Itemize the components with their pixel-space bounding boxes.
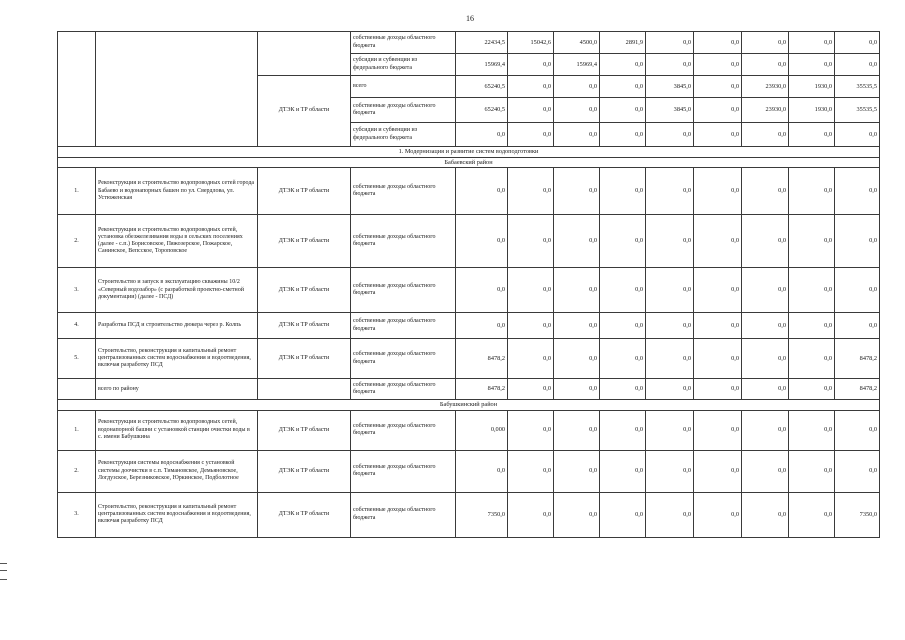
amount-cell: 0,0	[742, 215, 789, 268]
amount-cell: 0,0	[554, 76, 600, 98]
amount-cell: 0,0	[742, 450, 789, 492]
item-title: Разработка ПСД и строительство дюкера через р. Колпь	[96, 313, 258, 339]
amount-cell: 0,0	[600, 268, 646, 313]
amount-cell: 0,0	[789, 54, 835, 76]
amount-cell: 0,0	[456, 450, 508, 492]
responsible-cell: ДТЭК и ТР области	[258, 268, 351, 313]
amount-cell: 0,0	[554, 268, 600, 313]
amount-cell: 0,0	[835, 168, 880, 215]
amount-cell: 0,0	[694, 76, 742, 98]
table-row	[58, 450, 880, 492]
amount-cell: 0,0	[554, 492, 600, 537]
table-row	[58, 339, 880, 379]
amount-cell: 0,0	[646, 123, 694, 147]
amount-cell: 0,0	[508, 492, 554, 537]
item-number: 3.	[58, 492, 96, 537]
table-row	[58, 410, 880, 450]
amount-cell: 0,0	[694, 168, 742, 215]
amount-cell: 8478,2	[835, 379, 880, 400]
amount-cell: 15969,4	[554, 54, 600, 76]
amount-cell: 0,0	[694, 123, 742, 147]
responsible-cell	[258, 32, 351, 76]
amount-cell: 8478,2	[456, 339, 508, 379]
source-cell: собственные доходы областного бюджета	[351, 32, 456, 54]
amount-cell: 0,0	[789, 410, 835, 450]
district-title: Бабушкинский район	[58, 400, 880, 411]
amount-cell: 0,0	[835, 32, 880, 54]
item-title: Реконструкция и строительство водопроводных сетей, водонапорной башни с установкой станции очистки воды в с. имени Бабушкина	[96, 410, 258, 450]
amount-cell: 0,0	[554, 450, 600, 492]
amount-cell: 0,0	[742, 410, 789, 450]
amount-cell: 0,0	[508, 379, 554, 400]
item-number	[58, 379, 96, 400]
section-title: 1. Модернизация и развитие систем водоподготовки	[58, 147, 880, 158]
amount-cell: 0,0	[694, 379, 742, 400]
amount-cell: 0,0	[742, 123, 789, 147]
table-row	[58, 492, 880, 537]
responsible-cell: ДТЭК и ТР области	[258, 450, 351, 492]
amount-cell: 0,0	[456, 123, 508, 147]
item-title: Реконструкция системы водоснабжения с установкой системы доочистки в с.п. Тимановское, Демьяновское, Логдузское, Березниковское, Юркинское, Подболотное	[96, 450, 258, 492]
title-cell	[96, 32, 258, 147]
responsible-cell	[258, 379, 351, 400]
amount-cell: 0,0	[742, 379, 789, 400]
table-row	[58, 215, 880, 268]
amount-cell: 0,0	[835, 123, 880, 147]
amount-cell: 3845,0	[646, 98, 694, 123]
amount-cell: 0,0	[789, 379, 835, 400]
amount-cell: 0,0	[646, 54, 694, 76]
amount-cell: 35535,5	[835, 98, 880, 123]
amount-cell: 0,0	[694, 98, 742, 123]
source-cell: собственные доходы областного бюджета	[351, 379, 456, 400]
district-row	[58, 157, 880, 168]
amount-cell: 0,0	[646, 450, 694, 492]
table-row	[58, 32, 880, 54]
responsible-cell: ДТЭК и ТР области	[258, 168, 351, 215]
responsible-cell: ДТЭК и ТР области	[258, 215, 351, 268]
amount-cell: 0,0	[694, 492, 742, 537]
amount-cell: 0,0	[508, 339, 554, 379]
binding-mark	[0, 563, 7, 580]
amount-cell: 0,0	[508, 215, 554, 268]
amount-cell: 0,0	[554, 215, 600, 268]
amount-cell: 0,0	[508, 410, 554, 450]
source-cell: субсидии и субвенции из федерального бюджета	[351, 54, 456, 76]
amount-cell: 15969,4	[456, 54, 508, 76]
amount-cell: 0,0	[646, 268, 694, 313]
item-number: 5.	[58, 339, 96, 379]
amount-cell: 0,0	[508, 76, 554, 98]
source-cell: всего	[351, 76, 456, 98]
source-cell: собственные доходы областного бюджета	[351, 215, 456, 268]
amount-cell: 0,0	[646, 410, 694, 450]
amount-cell: 0,0	[554, 379, 600, 400]
source-cell: собственные доходы областного бюджета	[351, 339, 456, 379]
responsible-cell: ДТЭК и ТР области	[258, 492, 351, 537]
amount-cell: 0,0	[600, 168, 646, 215]
item-number: 1.	[58, 168, 96, 215]
amount-cell: 0,0	[600, 76, 646, 98]
amount-cell: 0,0	[789, 268, 835, 313]
amount-cell: 0,0	[600, 98, 646, 123]
amount-cell: 0,0	[456, 168, 508, 215]
source-cell: собственные доходы областного бюджета	[351, 98, 456, 123]
amount-cell: 1930,0	[789, 98, 835, 123]
amount-cell: 8478,2	[456, 379, 508, 400]
item-title: Строительство, реконструкция и капитальный ремонт централизованных систем водоснабжения и водоотведения, включая разработку ПСД	[96, 339, 258, 379]
amount-cell: 0,0	[554, 98, 600, 123]
amount-cell: 0,0	[694, 313, 742, 339]
amount-cell: 0,0	[742, 168, 789, 215]
item-number: 3.	[58, 268, 96, 313]
amount-cell: 0,0	[835, 215, 880, 268]
amount-cell: 0,0	[835, 410, 880, 450]
responsible-cell: ДТЭК и ТР области	[258, 313, 351, 339]
amount-cell: 0,0	[694, 32, 742, 54]
source-cell: собственные доходы областного бюджета	[351, 313, 456, 339]
amount-cell: 1930,0	[789, 76, 835, 98]
amount-cell: 0,0	[554, 168, 600, 215]
amount-cell: 0,0	[508, 168, 554, 215]
amount-cell: 0,0	[694, 339, 742, 379]
responsible-cell: ДТЭК и ТР области	[258, 76, 351, 147]
amount-cell: 65240,5	[456, 98, 508, 123]
amount-cell: 7350,0	[835, 492, 880, 537]
amount-cell: 0,0	[646, 379, 694, 400]
source-cell: собственные доходы областного бюджета	[351, 410, 456, 450]
amount-cell: 0,0	[835, 268, 880, 313]
amount-cell: 0,0	[600, 215, 646, 268]
amount-cell: 0,0	[508, 98, 554, 123]
total-label: всего по району	[96, 379, 258, 400]
table-row	[58, 268, 880, 313]
amount-cell: 15042,6	[508, 32, 554, 54]
amount-cell: 0,0	[646, 313, 694, 339]
amount-cell: 0,0	[600, 410, 646, 450]
amount-cell: 3845,0	[646, 76, 694, 98]
amount-cell: 0,0	[600, 492, 646, 537]
amount-cell: 0,0	[694, 54, 742, 76]
amount-cell: 0,0	[789, 450, 835, 492]
amount-cell: 0,0	[694, 215, 742, 268]
amount-cell: 0,0	[508, 268, 554, 313]
amount-cell: 0,0	[742, 339, 789, 379]
item-title: Реконструкция и строительство водопроводных сетей города Бабаево и водонапорных башен по ул. Свердлова, ул. Устюженская	[96, 168, 258, 215]
table-row	[58, 168, 880, 215]
amount-cell: 0,0	[646, 32, 694, 54]
item-number: 2.	[58, 450, 96, 492]
amount-cell: 0,0	[508, 450, 554, 492]
amount-cell: 0,0	[789, 168, 835, 215]
item-number: 1.	[58, 410, 96, 450]
amount-cell: 0,0	[600, 379, 646, 400]
amount-cell: 0,0	[789, 32, 835, 54]
amount-cell: 0,0	[456, 313, 508, 339]
amount-cell: 0,0	[646, 492, 694, 537]
item-title: Реконструкция и строительство водопроводных сетей, установка обезжелезивания воды в сельских поселениях (далее - с.п.) Борисовское, Пяжозерское, Пожарское, Санинское, Вепсское, Тороповское	[96, 215, 258, 268]
budget-table	[57, 31, 880, 538]
amount-cell: 0,0	[508, 123, 554, 147]
amount-cell: 0,0	[554, 313, 600, 339]
amount-cell: 0,0	[742, 313, 789, 339]
item-number: 2.	[58, 215, 96, 268]
amount-cell: 0,0	[789, 123, 835, 147]
amount-cell: 0,0	[508, 313, 554, 339]
page-number: 16	[466, 14, 474, 23]
responsible-cell: ДТЭК и ТР области	[258, 339, 351, 379]
source-cell: собственные доходы областного бюджета	[351, 450, 456, 492]
amount-cell: 0,0	[600, 450, 646, 492]
amount-cell: 0,0	[600, 339, 646, 379]
amount-cell: 0,0	[508, 54, 554, 76]
amount-cell: 0,0	[600, 123, 646, 147]
section-title-row	[58, 147, 880, 158]
amount-cell: 0,0	[694, 450, 742, 492]
amount-cell: 0,0	[554, 410, 600, 450]
amount-cell: 0,0	[456, 215, 508, 268]
amount-cell: 0,0	[835, 450, 880, 492]
amount-cell: 0,0	[646, 168, 694, 215]
amount-cell: 8478,2	[835, 339, 880, 379]
amount-cell: 35535,5	[835, 76, 880, 98]
district-total-row	[58, 379, 880, 400]
amount-cell: 22434,5	[456, 32, 508, 54]
amount-cell: 0,0	[742, 32, 789, 54]
amount-cell: 0,0	[646, 339, 694, 379]
amount-cell: 0,0	[600, 54, 646, 76]
responsible-cell: ДТЭК и ТР области	[258, 410, 351, 450]
amount-cell: 0,0	[694, 410, 742, 450]
source-cell: субсидии и субвенции из федерального бюджета	[351, 123, 456, 147]
amount-cell: 0,0	[742, 54, 789, 76]
amount-cell: 0,0	[456, 268, 508, 313]
amount-cell: 0,000	[456, 410, 508, 450]
amount-cell: 0,0	[694, 268, 742, 313]
item-title: Строительство и запуск в эксплуатацию скважины 10/2 «Северный водозабор» (с разработкой проектно-сметной документации) (далее - ПСД)	[96, 268, 258, 313]
item-number: 4.	[58, 313, 96, 339]
district-title: Бабаевский район	[58, 157, 880, 168]
table-row	[58, 313, 880, 339]
amount-cell: 0,0	[835, 54, 880, 76]
item-title: Строительство, реконструкция и капитальный ремонт централизованных систем водоснабжения и водоотведения, включая разработку ПСД	[96, 492, 258, 537]
amount-cell: 4500,0	[554, 32, 600, 54]
amount-cell: 7350,0	[456, 492, 508, 537]
district-row	[58, 400, 880, 411]
amount-cell: 0,0	[554, 339, 600, 379]
amount-cell: 0,0	[742, 268, 789, 313]
amount-cell: 0,0	[789, 313, 835, 339]
amount-cell: 65240,5	[456, 76, 508, 98]
source-cell: собственные доходы областного бюджета	[351, 492, 456, 537]
source-cell: собственные доходы областного бюджета	[351, 268, 456, 313]
amount-cell: 0,0	[554, 123, 600, 147]
amount-cell: 0,0	[789, 215, 835, 268]
amount-cell: 0,0	[789, 492, 835, 537]
amount-cell: 2891,9	[600, 32, 646, 54]
amount-cell: 0,0	[835, 313, 880, 339]
amount-cell: 0,0	[646, 215, 694, 268]
amount-cell: 23930,0	[742, 98, 789, 123]
amount-cell: 0,0	[600, 313, 646, 339]
amount-cell: 23930,0	[742, 76, 789, 98]
amount-cell: 0,0	[789, 339, 835, 379]
amount-cell: 0,0	[742, 492, 789, 537]
number-cell	[58, 32, 96, 147]
source-cell: собственные доходы областного бюджета	[351, 168, 456, 215]
